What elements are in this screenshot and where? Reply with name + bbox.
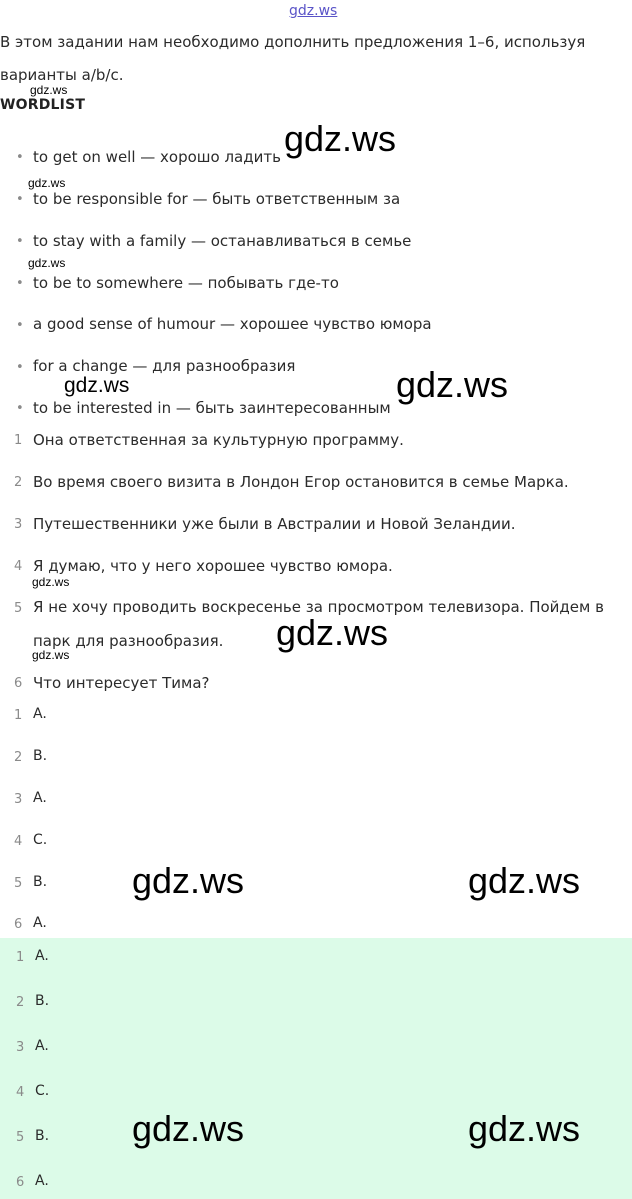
answer-box bbox=[0, 938, 632, 1199]
bullet-icon: • bbox=[16, 150, 24, 165]
bullet-icon: • bbox=[16, 234, 24, 249]
final-answer-number: 4 bbox=[16, 1085, 25, 1100]
final-answer-number: 5 bbox=[16, 1130, 25, 1145]
answer-number: 5 bbox=[14, 876, 23, 891]
watermark: gdz.ws bbox=[276, 612, 389, 653]
watermark: gdz.ws bbox=[30, 83, 68, 97]
answer-number: 1 bbox=[14, 708, 23, 723]
sentence-number: 4 bbox=[14, 559, 23, 574]
watermark: gdz.ws bbox=[284, 118, 397, 159]
watermark: gdz.ws bbox=[132, 860, 245, 901]
sentence-number: 1 bbox=[14, 433, 23, 448]
bullet-icon: • bbox=[16, 318, 24, 333]
intro-line-1: В этом задании нам необходимо дополнить предложения 1–6, используя bbox=[0, 33, 586, 51]
watermark: gdz.ws bbox=[468, 1108, 581, 1149]
answer-number: 4 bbox=[14, 834, 23, 849]
final-answer-number: 6 bbox=[16, 1175, 25, 1190]
sentence-text: Во время своего визита в Лондон Егор остановится в семье Марка. bbox=[33, 473, 569, 491]
wordlist-item: for a change — для разнообразия bbox=[33, 357, 296, 375]
answer-number: 6 bbox=[14, 917, 23, 932]
sentence-number: 2 bbox=[14, 475, 23, 490]
watermark: gdz.ws bbox=[468, 860, 581, 901]
sentence-text: Я не хочу проводить воскресенье за просмотром телевизора. Пойдем в bbox=[33, 598, 604, 616]
watermark: gdz.ws bbox=[396, 364, 509, 405]
watermark: gdz.ws bbox=[32, 575, 70, 589]
wordlist-item: to be interested in — быть заинтересованным bbox=[33, 399, 391, 417]
bullet-icon: • bbox=[16, 192, 24, 207]
sentence-number: 6 bbox=[14, 676, 23, 691]
intro-line-2: варианты a/b/c. bbox=[0, 66, 124, 84]
sentence-text: Она ответственная за культурную программу. bbox=[33, 431, 404, 449]
final-answer-number: 3 bbox=[16, 1040, 25, 1055]
bullet-icon: • bbox=[16, 401, 24, 416]
answer-value: A. bbox=[33, 706, 47, 722]
final-answer-number: 2 bbox=[16, 995, 25, 1010]
sentence-text: Что интересует Тима? bbox=[33, 674, 210, 692]
watermark: gdz.ws bbox=[28, 256, 66, 270]
bullet-icon: • bbox=[16, 276, 24, 291]
answer-value: B. bbox=[33, 874, 48, 890]
final-answer-value: B. bbox=[35, 1128, 50, 1144]
watermark: gdz.ws bbox=[28, 176, 66, 190]
sentence-number: 3 bbox=[14, 517, 23, 532]
answer-value: B. bbox=[33, 748, 48, 764]
sentence-text-continued: парк для разнообразия. bbox=[33, 632, 224, 650]
wordlist-item: to be to somewhere — побывать где-то bbox=[33, 274, 339, 292]
answer-number: 2 bbox=[14, 750, 23, 765]
watermark: gdz.ws bbox=[32, 648, 70, 662]
final-answer-number: 1 bbox=[16, 950, 25, 965]
wordlist-item: to stay with a family — останавливаться в семье bbox=[33, 232, 412, 250]
watermark: gdz.ws bbox=[132, 1108, 245, 1149]
final-answer-value: C. bbox=[35, 1083, 50, 1099]
wordlist-heading: WORDLIST bbox=[0, 97, 86, 113]
final-answer-value: A. bbox=[35, 1173, 49, 1189]
sentence-text: Я думаю, что у него хорошее чувство юмора. bbox=[33, 557, 393, 575]
answer-value: C. bbox=[33, 832, 48, 848]
final-answer-value: A. bbox=[35, 1038, 49, 1054]
wordlist-item: to get on well — хорошо ладить bbox=[33, 148, 281, 166]
site-link[interactable]: gdz.ws bbox=[289, 3, 338, 19]
final-answer-value: A. bbox=[35, 948, 49, 964]
sentence-text: Путешественники уже были в Австралии и Новой Зеландии. bbox=[33, 515, 516, 533]
answer-value: A. bbox=[33, 790, 47, 806]
sentence-number: 5 bbox=[14, 601, 23, 616]
watermark: gdz.ws bbox=[64, 374, 130, 397]
answer-number: 3 bbox=[14, 792, 23, 807]
wordlist-item: a good sense of humour — хорошее чувство юмора bbox=[33, 315, 432, 333]
bullet-icon: • bbox=[16, 360, 24, 375]
final-answer-value: B. bbox=[35, 993, 50, 1009]
answer-value: A. bbox=[33, 915, 47, 931]
wordlist-item: to be responsible for — быть ответственным за bbox=[33, 190, 401, 208]
